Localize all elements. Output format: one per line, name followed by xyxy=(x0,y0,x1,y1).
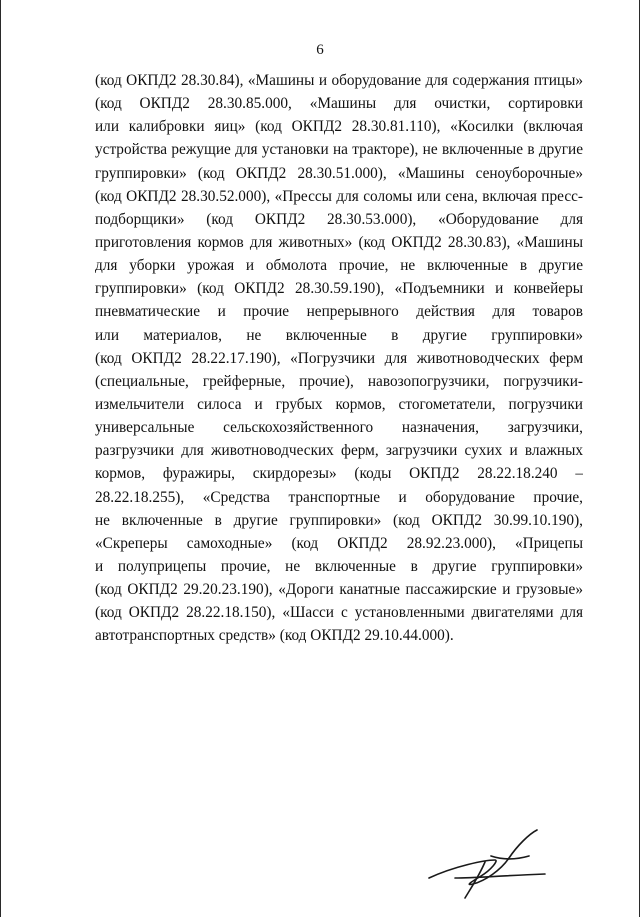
text-line: приготовления кормов для животных» (код ОКПД2 28.30.83), «Машины xyxy=(95,233,583,251)
text-line: подборщики» (код ОКПД2 28.30.53.000), «Оборудование для xyxy=(95,210,583,228)
text-line: (код ОКПД2 28.22.18.150), «Шасси с установленными двигателями для xyxy=(95,604,583,622)
text-line: разгрузчики для животноводческих ферм, загрузчики сухих и влажных xyxy=(95,442,583,460)
text-line: универсальные сельскохозяйственного назначения, загрузчики, xyxy=(95,419,583,437)
text-line: автотранспортных средств» (код ОКПД2 29.10.44.000). xyxy=(95,627,454,645)
text-line: группировки» (код ОКПД2 28.30.51.000), «Машины сеноуборочные» xyxy=(95,164,583,182)
text-line: для уборки урожая и обмолота прочие, не включенные в другие xyxy=(95,257,583,275)
text-line: (код ОКПД2 28.30.84), «Машины и оборудование для содержания птицы» xyxy=(95,72,583,89)
text-line: 28.22.18.255), «Средства транспортные и оборудование прочие, xyxy=(95,488,583,506)
text-line: кормов, фуражиры, скирдорезы» (коды ОКПД2 28.22.18.240 – xyxy=(95,465,583,483)
text-line: группировки» (код ОКПД2 28.30.59.190), «Подъемники и конвейеры xyxy=(95,280,583,298)
page-number: 6 xyxy=(316,42,324,58)
text-line: пневматические и прочие непрерывного действия для товаров xyxy=(95,303,583,321)
text-line: устройства режущие для установки на тракторе), не включенные в другие xyxy=(95,141,583,159)
text-line: или калибровки яиц» (код ОКПД2 28.30.81.110), «Косилки (включая xyxy=(95,118,583,136)
body-paragraph xyxy=(95,69,583,648)
signature-icon xyxy=(425,826,565,904)
text-line: «Скреперы самоходные» (код ОКПД2 28.92.23.000), «Прицепы xyxy=(95,534,583,552)
text-line: (код ОКПД2 28.30.52.000), «Прессы для соломы или сена, включая пресс- xyxy=(95,187,583,205)
text-line: (код ОКПД2 28.22.17.190), «Погрузчики для животноводческих ферм xyxy=(95,349,583,367)
text-line: (специальные, грейферные, прочие), навозопогрузчики, погрузчики- xyxy=(95,372,583,390)
text-line: (код ОКПД2 28.30.85.000, «Машины для очистки, сортировки xyxy=(95,95,583,113)
text-line: (код ОКПД2 29.20.23.190), «Дороги канатные пассажирские и грузовые» xyxy=(95,581,583,599)
text-line: измельчители силоса и грубых кормов, стогометатели, погрузчики xyxy=(95,395,583,413)
text-line: не включенные в другие группировки» (код ОКПД2 30.99.10.190), xyxy=(95,511,583,529)
text-line: или материалов, не включенные в другие группировки» xyxy=(95,326,583,344)
text-line: и полуприцепы прочие, не включенные в другие группировки» xyxy=(95,557,583,575)
